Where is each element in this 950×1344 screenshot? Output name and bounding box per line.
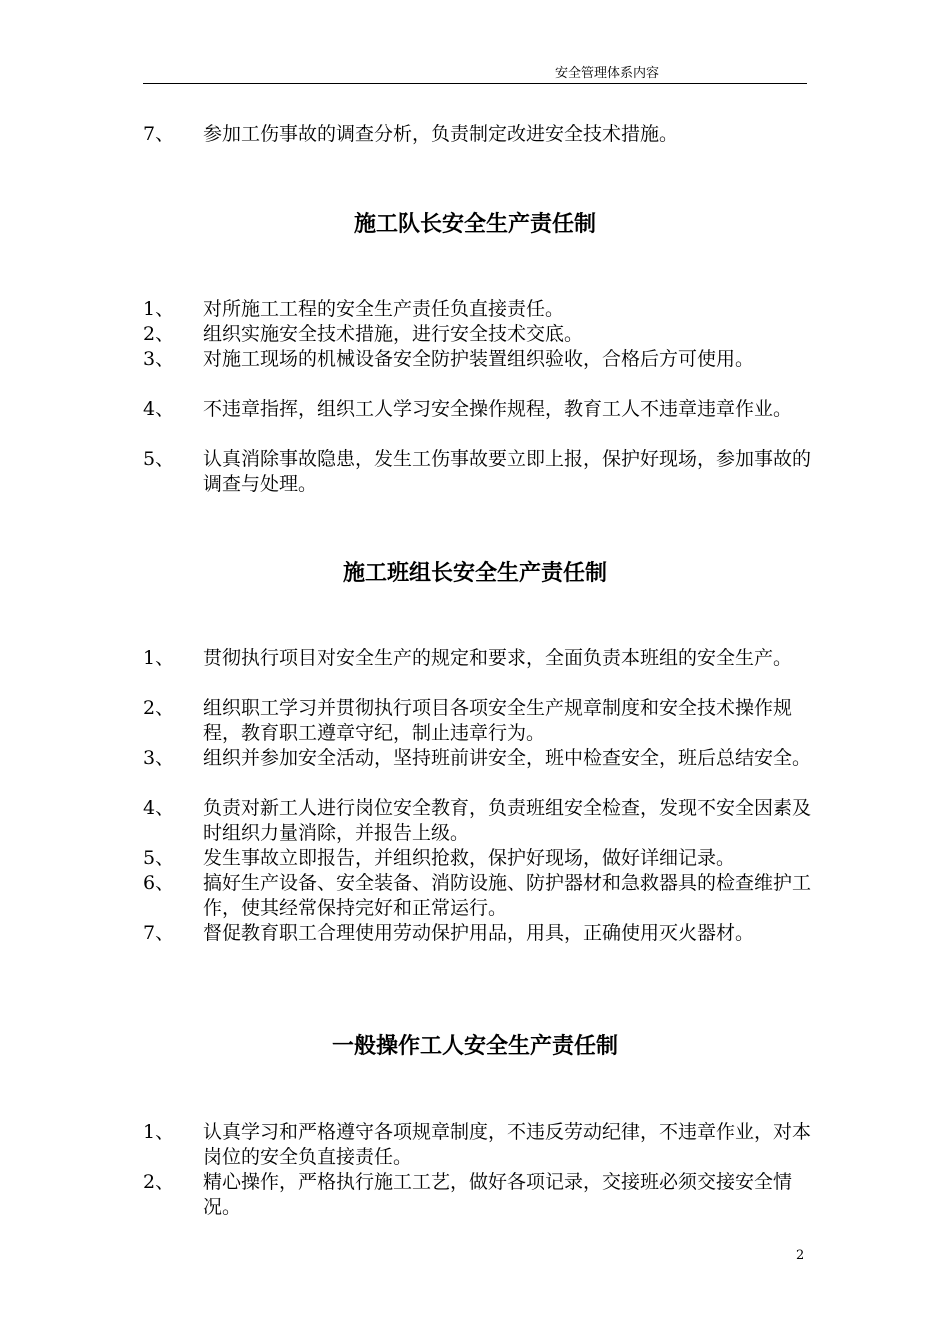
list-item-number: 5、 bbox=[143, 847, 175, 869]
page-header-title: 安全管理体系内容 bbox=[555, 66, 660, 81]
list-item-number: 6、 bbox=[143, 872, 175, 894]
list-item bbox=[143, 871, 811, 921]
list-item-text: 搞好生产设备、安全装备、消防设施、防护器材和急救器具的检查维护工作，使其经常保持完好和正常运行。 bbox=[203, 872, 812, 919]
list-item-text: 督促教育职工合理使用劳动保护用品，用具，正确使用灭火器材。 bbox=[203, 922, 755, 944]
list-item bbox=[143, 122, 811, 147]
list-item-number: 1、 bbox=[143, 298, 175, 320]
list-item-number: 4、 bbox=[143, 398, 175, 420]
list-item-number: 7、 bbox=[143, 123, 175, 145]
list-item bbox=[143, 746, 811, 771]
list-item bbox=[143, 921, 811, 946]
list-item-number: 2、 bbox=[143, 697, 175, 719]
list-item-text: 发生事故立即报告，并组织抢救，保护好现场，做好详细记录。 bbox=[203, 847, 736, 869]
list-item bbox=[143, 447, 811, 497]
list-item-number: 4、 bbox=[143, 797, 175, 819]
list-item-number: 1、 bbox=[143, 1121, 175, 1143]
list-item-number: 2、 bbox=[143, 1171, 175, 1193]
list-item bbox=[143, 846, 811, 871]
list-item bbox=[143, 1120, 811, 1170]
list-item-text: 负责对新工人进行岗位安全教育，负责班组安全检查，发现不安全因素及时组织力量消除，并报告上级。 bbox=[203, 797, 812, 844]
list-item bbox=[143, 397, 811, 422]
list-item-text: 组织职工学习并贯彻执行项目各项安全生产规章制度和安全技术操作规程，教育职工遵章守纪，制止违章行为。 bbox=[203, 697, 793, 744]
list-item-number: 3、 bbox=[143, 348, 175, 370]
list-item-text: 组织并参加安全活动，坚持班前讲安全，班中检查安全，班后总结安全。 bbox=[203, 747, 812, 769]
list-item bbox=[143, 696, 811, 746]
list-item-text: 对所施工工程的安全生产责任负直接责任。 bbox=[203, 298, 565, 320]
section-title: 施工班组长安全生产责任制 bbox=[342, 560, 607, 586]
section-title: 施工队长安全生产责任制 bbox=[353, 211, 596, 237]
list-item-number: 1、 bbox=[143, 647, 175, 669]
list-item bbox=[143, 796, 811, 846]
section-title: 一般操作工人安全生产责任制 bbox=[331, 1033, 618, 1059]
list-item-text: 对施工现场的机械设备安全防护装置组织验收，合格后方可使用。 bbox=[203, 348, 755, 370]
list-item-text: 认真消除事故隐患，发生工伤事故要立即上报，保护好现场，参加事故的调查与处理。 bbox=[203, 448, 812, 495]
list-item-number: 2、 bbox=[143, 323, 175, 345]
list-item-text: 精心操作，严格执行施工工艺，做好各项记录，交接班必须交接安全情况。 bbox=[203, 1171, 793, 1218]
list-item bbox=[143, 347, 811, 372]
list-item-text: 不违章指挥，组织工人学习安全操作规程，教育工人不违章违章作业。 bbox=[203, 398, 793, 420]
list-item bbox=[143, 297, 811, 322]
list-item-text: 组织实施安全技术措施，进行安全技术交底。 bbox=[203, 323, 584, 345]
page-number: 2 bbox=[796, 1248, 805, 1263]
list-item-number: 5、 bbox=[143, 448, 175, 470]
header-divider bbox=[143, 83, 807, 84]
list-item-number: 3、 bbox=[143, 747, 175, 769]
list-item-number: 7、 bbox=[143, 922, 175, 944]
list-item bbox=[143, 322, 811, 347]
list-item bbox=[143, 646, 811, 671]
list-item bbox=[143, 1170, 811, 1220]
list-item-text: 贯彻执行项目对安全生产的规定和要求，全面负责本班组的安全生产。 bbox=[203, 647, 793, 669]
list-item-text: 参加工伤事故的调查分析，负责制定改进安全技术措施。 bbox=[203, 123, 679, 145]
list-item-text: 认真学习和严格遵守各项规章制度，不违反劳动纪律，不违章作业，对本岗位的安全负直接责任。 bbox=[203, 1121, 812, 1168]
